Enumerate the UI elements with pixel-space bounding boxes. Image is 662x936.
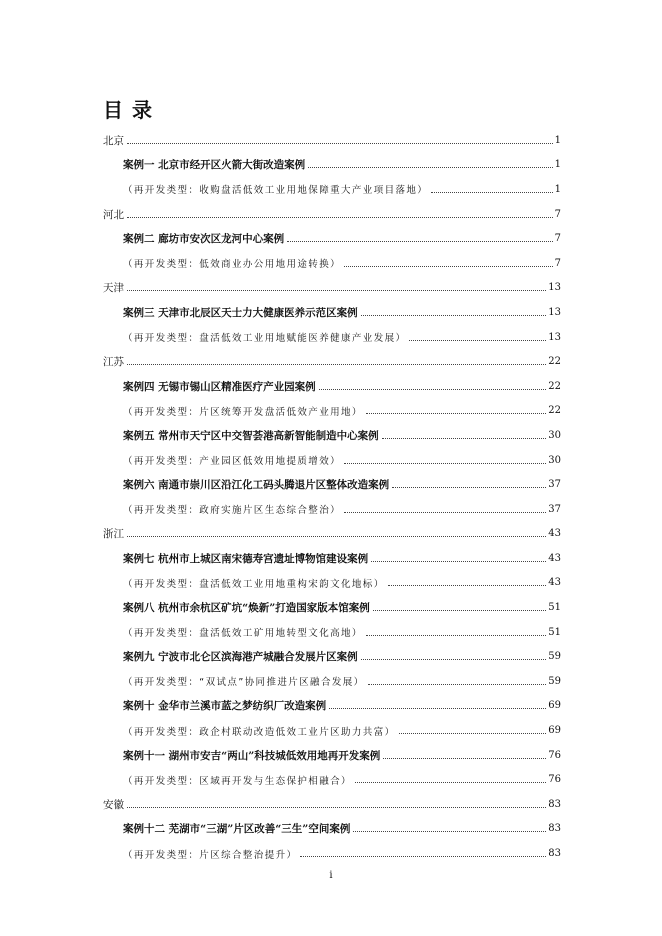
toc-entry-page: 59 — [548, 651, 561, 663]
toc-region-entry[interactable] — [103, 349, 561, 374]
toc-type-entry[interactable] — [103, 571, 561, 596]
dot-leader — [287, 241, 552, 242]
dot-leader — [127, 807, 546, 808]
toc-entry-page: 83 — [548, 848, 561, 860]
toc-entry-page: 83 — [548, 823, 561, 835]
table-of-contents — [103, 128, 561, 866]
toc-type-entry[interactable] — [103, 399, 561, 424]
toc-type-entry[interactable] — [103, 325, 561, 350]
dot-leader — [300, 856, 546, 857]
toc-case-entry[interactable] — [103, 694, 561, 719]
dot-leader — [409, 340, 546, 341]
toc-region-entry[interactable] — [103, 792, 561, 817]
dot-leader — [366, 635, 546, 636]
toc-case-entry[interactable] — [103, 546, 561, 571]
toc-entry-label: （再开发类型：盘活低效工业用地赋能医养健康产业发展） — [123, 330, 409, 344]
dot-leader — [366, 413, 546, 414]
toc-entry-label: 安徽 — [103, 797, 127, 812]
toc-case-entry[interactable] — [103, 595, 561, 620]
toc-entry-label: 案例十一 湖州市安吉“两山”科技城低效用地再开发案例 — [123, 748, 383, 763]
toc-entry-page: 59 — [548, 675, 561, 687]
toc-case-entry[interactable] — [103, 300, 561, 325]
dot-leader — [127, 217, 553, 218]
dot-leader — [308, 167, 552, 168]
toc-entry-page: 7 — [554, 257, 561, 269]
toc-entry-label: 案例二 廊坊市安次区龙河中心案例 — [123, 231, 287, 246]
toc-entry-page: 43 — [548, 552, 561, 564]
toc-entry-label: 案例九 宁波市北仑区滨海港产城融合发展片区案例 — [123, 649, 361, 664]
toc-entry-label: 案例十 金华市兰溪市蓝之梦纺织厂改造案例 — [123, 698, 329, 713]
toc-type-entry[interactable] — [103, 448, 561, 473]
dot-leader — [344, 463, 546, 464]
toc-entry-page: 30 — [548, 454, 561, 466]
dot-leader — [127, 536, 546, 537]
dot-leader — [344, 512, 546, 513]
dot-leader — [388, 585, 547, 586]
toc-entry-label: （再开发类型：盘活低效工矿用地转型文化高地） — [123, 625, 366, 639]
toc-entry-page: 83 — [548, 798, 561, 810]
toc-type-entry[interactable] — [103, 497, 561, 522]
toc-entry-label: （再开发类型：低效商业办公用地用途转换） — [123, 256, 344, 270]
toc-entry-label: 天津 — [103, 280, 127, 295]
toc-entry-label: 案例十二 芜湖市“三湖”片区改善“三生”空间案例 — [123, 821, 353, 836]
toc-entry-page: 1 — [554, 134, 561, 146]
toc-region-entry[interactable] — [103, 128, 561, 153]
toc-entry-label: 案例八 杭州市余杭区矿坑“焕新”打造国家版本馆案例 — [123, 600, 373, 615]
toc-entry-label: 浙江 — [103, 526, 127, 541]
page-number: i — [329, 870, 333, 881]
toc-entry-page: 7 — [554, 233, 561, 245]
toc-type-entry[interactable] — [103, 177, 561, 202]
dot-leader — [353, 831, 546, 832]
toc-entry-label: 案例三 天津市北辰区天士力大健康医养示范区案例 — [123, 305, 361, 320]
toc-entry-label: （再开发类型：收购盘活低效工业用地保障重大产业项目落地） — [123, 182, 431, 196]
toc-entry-label: 案例七 杭州市上城区南宋德寿宫遗址博物馆建设案例 — [123, 551, 371, 566]
toc-entry-label: （再开发类型：片区综合整治提升） — [123, 847, 300, 861]
toc-entry-page: 37 — [548, 503, 561, 515]
dot-leader — [382, 438, 547, 439]
toc-region-entry[interactable] — [103, 202, 561, 227]
toc-entry-label: 案例五 常州市天宁区中交智荟港高新智能制造中心案例 — [123, 428, 382, 443]
toc-entry-page: 22 — [548, 356, 561, 368]
dot-leader — [371, 561, 546, 562]
toc-title: 目 录 — [103, 98, 153, 122]
toc-entry-label: （再开发类型：政企村联动改造低效工业片区助力共富） — [123, 724, 399, 738]
toc-entry-page: 1 — [554, 159, 561, 171]
toc-entry-label: 江苏 — [103, 354, 127, 369]
toc-case-entry[interactable] — [103, 153, 561, 178]
toc-type-entry[interactable] — [103, 251, 561, 276]
toc-entry-label: （再开发类型：片区统筹开发盘活低效产业用地） — [123, 404, 366, 418]
toc-entry-page: 30 — [548, 429, 561, 441]
dot-leader — [361, 315, 547, 316]
dot-leader — [127, 290, 546, 291]
toc-region-entry[interactable] — [103, 522, 561, 547]
toc-entry-label: （再开发类型：产业园区低效用地提质增效） — [123, 453, 344, 467]
toc-case-entry[interactable] — [103, 817, 561, 842]
toc-entry-page: 76 — [548, 749, 561, 761]
toc-entry-label: 案例四 无锡市锡山区精准医疗产业园案例 — [123, 379, 319, 394]
toc-entry-page: 13 — [548, 282, 561, 294]
toc-case-entry[interactable] — [103, 472, 561, 497]
toc-case-entry[interactable] — [103, 226, 561, 251]
dot-leader — [431, 192, 552, 193]
toc-entry-page: 69 — [548, 700, 561, 712]
toc-entry-label: 北京 — [103, 133, 127, 148]
toc-case-entry[interactable] — [103, 374, 561, 399]
toc-entry-label: （再开发类型：政府实施片区生态综合整治） — [123, 502, 344, 516]
toc-entry-page: 1 — [554, 183, 561, 195]
toc-type-entry[interactable] — [103, 718, 561, 743]
toc-case-entry[interactable] — [103, 743, 561, 768]
dot-leader — [127, 364, 546, 365]
dot-leader — [392, 487, 546, 488]
toc-entry-label: 河北 — [103, 207, 127, 222]
toc-entry-page: 22 — [548, 405, 561, 417]
toc-region-entry[interactable] — [103, 276, 561, 301]
toc-case-entry[interactable] — [103, 644, 561, 669]
toc-entry-page: 13 — [548, 331, 561, 343]
dot-leader — [373, 610, 547, 611]
toc-entry-page: 22 — [548, 380, 561, 392]
toc-entry-page: 76 — [548, 774, 561, 786]
toc-type-entry[interactable] — [103, 767, 561, 792]
dot-leader — [361, 659, 547, 660]
toc-case-entry[interactable] — [103, 423, 561, 448]
toc-entry-page: 51 — [548, 626, 561, 638]
toc-type-entry[interactable] — [103, 669, 561, 694]
dot-leader — [383, 758, 546, 759]
toc-entry-page: 51 — [548, 602, 561, 614]
dot-leader — [344, 266, 553, 267]
dot-leader — [329, 708, 546, 709]
toc-entry-label: （再开发类型：区域再开发与生态保护相融合） — [123, 773, 355, 787]
dot-leader — [127, 143, 553, 144]
toc-entry-page: 37 — [548, 479, 561, 491]
toc-type-entry[interactable] — [103, 841, 561, 866]
dot-leader — [399, 733, 547, 734]
toc-entry-page: 13 — [548, 306, 561, 318]
toc-type-entry[interactable] — [103, 620, 561, 645]
toc-entry-label: （再开发类型：“双试点”协同推进片区融合发展） — [123, 674, 368, 688]
dot-leader — [319, 389, 547, 390]
toc-entry-label: 案例六 南通市崇川区沿江化工码头腾退片区整体改造案例 — [123, 477, 392, 492]
toc-entry-label: 案例一 北京市经开区火箭大街改造案例 — [123, 157, 308, 172]
dot-leader — [368, 684, 547, 685]
toc-entry-page: 43 — [548, 528, 561, 540]
toc-entry-page: 7 — [554, 208, 561, 220]
toc-entry-page: 69 — [548, 725, 561, 737]
toc-entry-label: （再开发类型：盘活低效工业用地重构宋韵文化地标） — [123, 576, 388, 590]
dot-leader — [355, 782, 546, 783]
toc-entry-page: 43 — [548, 577, 561, 589]
